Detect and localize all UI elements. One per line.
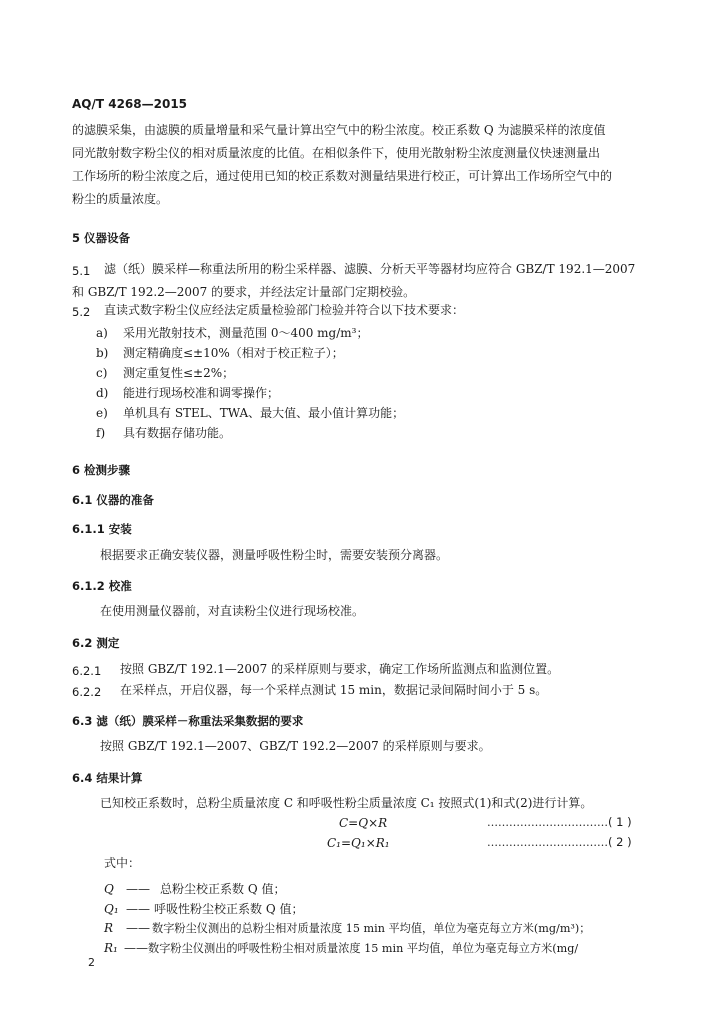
section-5-heading: 5 仪器设备 [72, 231, 131, 245]
clause-5-1-line-2: 和 GBZ/T 192.2—2007 的要求，并经法定计量部门定期校验。 [72, 285, 416, 299]
clause-6-3-heading: 6.3 滤（纸）膜采样－称重法采集数据的要求 [72, 714, 304, 728]
intro-line-1: 的滤膜采集，由滤膜的质量增量和采气量计算出空气中的粉尘浓度。校正系数 Q 为滤膜采样的浓度值 [72, 123, 606, 137]
definition-text: 数字粉尘仪测出的呼吸性粉尘相对质量浓度 15 min 平均值，单位为毫克每立方米(mg/ [148, 942, 579, 955]
intro-line-4: 粉尘的质量浓度。 [72, 192, 169, 206]
formula-2-expression: C₁=Q₁×R₁ [327, 836, 390, 850]
where-label: 式中： [104, 856, 141, 870]
definition-q1 [104, 900, 303, 917]
list-marker: a) [96, 326, 108, 340]
definition-symbol: R₁ [104, 941, 118, 955]
clause-6-1-2-heading: 6.1.2 校准 [72, 579, 132, 593]
definition-text: 呼吸性粉尘校正系数 Q 值； [154, 902, 304, 916]
list-text: 测定精确度≤±10%（相对于校正粒子）； [123, 346, 344, 360]
page-number: 2 [88, 956, 95, 969]
intro-line-3: 工作场所的粉尘浓度之后，通过使用已知的校正系数对测量结果进行校正，可计算出工作场所空气中的 [72, 169, 613, 183]
list-item-e [96, 404, 404, 421]
definition-r1 [104, 940, 578, 956]
list-text: 能进行现场校准和调零操作； [123, 386, 280, 400]
clause-6-2-1-number: 6.2.1 [72, 664, 102, 678]
clause-6-2-2-number: 6.2.2 [72, 685, 102, 699]
list-item-a [96, 324, 368, 341]
list-text: 测定重复性≤±2%； [123, 366, 235, 380]
definition-symbol: R [104, 921, 114, 935]
formula-2-leader: …………………………… [487, 836, 608, 849]
formula-1-leader: …………………………… [487, 816, 608, 829]
clause-5-1-number: 5.1 [72, 264, 91, 278]
list-text: 具有数据存储功能。 [123, 426, 232, 440]
definition-text: 总粉尘校正系数 Q 值； [160, 882, 286, 896]
clause-5-2-text: 直读式数字粉尘仪应经法定质量检验部门检验并符合以下技术要求： [104, 303, 465, 317]
list-item-b [96, 344, 344, 361]
list-marker: e) [96, 406, 108, 420]
clause-6-1-1-heading: 6.1.1 安装 [72, 522, 132, 536]
formula-2-number: ( 2 ) [608, 835, 632, 849]
intro-line-2: 同光散射数字粉尘仪的相对质量浓度的比值。在相似条件下，使用光散射粉尘浓度测量仪快速测量出 [72, 146, 601, 160]
document-code-header: AQ/T 4268—2015 [72, 97, 188, 111]
clause-6-3-text: 按照 GBZ/T 192.1—2007、GBZ/T 192.2—2007 的采样原则与要求。 [100, 739, 491, 753]
list-marker: c) [96, 366, 108, 380]
list-marker: d) [96, 386, 109, 400]
clause-6-2-1-text: 按照 GBZ/T 192.1—2007 的采样原则与要求，确定工作场所监测点和监测位置。 [120, 662, 560, 676]
clause-5-2-number: 5.2 [72, 305, 91, 319]
definition-dash: —— [126, 921, 150, 935]
list-marker: f) [96, 426, 106, 440]
definition-q [104, 880, 285, 897]
definition-symbol: Q₁ [104, 902, 119, 916]
clause-5-1-line-1: 滤（纸）膜采样—称重法所用的粉尘采样器、滤膜、分析天平等器材均应符合 GBZ/T 192.1—2007 [104, 262, 636, 276]
definition-dash: —— [126, 882, 150, 896]
clause-6-1-heading: 6.1 仪器的准备 [72, 493, 154, 507]
definition-dash: —— [126, 902, 150, 916]
list-item-d [96, 384, 279, 401]
definition-symbol: Q [104, 882, 114, 896]
list-marker: b) [96, 346, 109, 360]
definition-r [104, 920, 590, 936]
clause-6-4-text: 已知校正系数时，总粉尘质量浓度 C 和呼吸性粉尘质量浓度 C₁ 按照式(1)和式(2)进行计算。 [100, 796, 593, 810]
list-item-c [96, 364, 234, 381]
clause-6-1-2-text: 在使用测量仪器前，对直读粉尘仪进行现场校准。 [100, 604, 365, 618]
definition-text: 数字粉尘仪测出的总粉尘相对质量浓度 15 min 平均值，单位为毫克每立方米(mg/m³)； [152, 922, 591, 935]
formula-1-expression: C=Q×R [339, 816, 388, 830]
clause-6-2-2-text: 在采样点，开启仪器，每一个采样点测试 15 min，数据记录间隔时间小于 5 s。 [120, 683, 548, 697]
list-text: 采用光散射技术，测量范围 0～400 mg/m³； [123, 326, 369, 340]
section-6-heading: 6 检测步骤 [72, 463, 131, 477]
definition-dash: —— [124, 941, 148, 955]
list-text: 单机具有 STEL、TWA、最大值、最小值计算功能； [123, 406, 405, 420]
formula-1-number: ( 1 ) [608, 815, 632, 829]
clause-6-2-heading: 6.2 测定 [72, 636, 120, 650]
list-item-f [96, 424, 231, 441]
clause-6-1-1-text: 根据要求正确安装仪器，测量呼吸性粉尘时，需要安装预分离器。 [100, 548, 449, 562]
clause-6-4-heading: 6.4 结果计算 [72, 771, 143, 785]
